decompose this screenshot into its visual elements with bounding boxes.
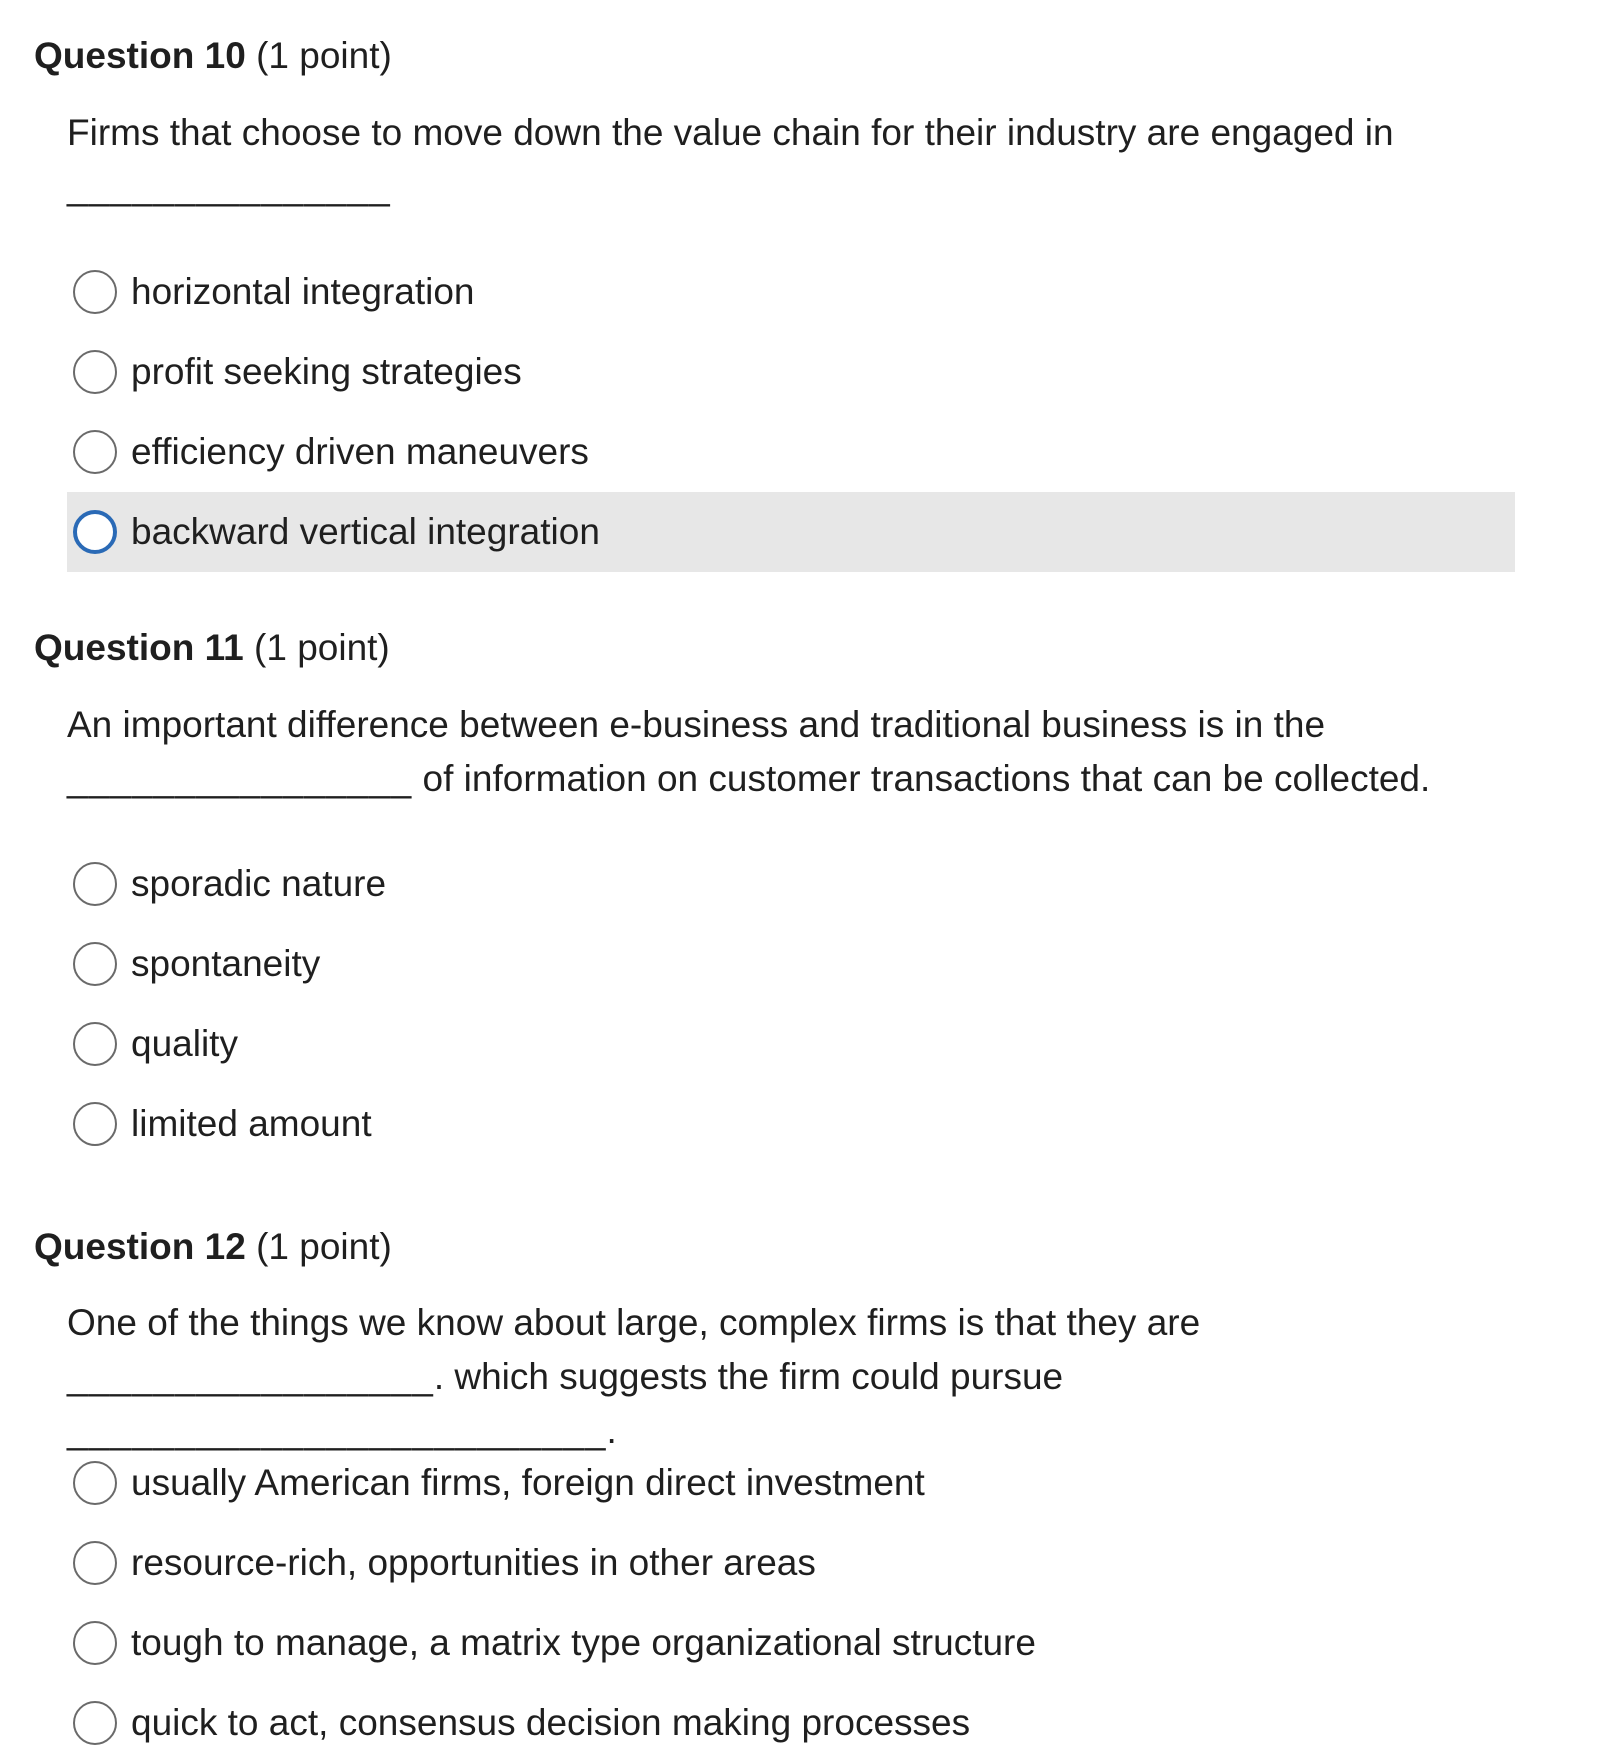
question-points: (1 point) bbox=[254, 627, 390, 668]
answer-blank: ________________ bbox=[67, 758, 413, 799]
radio-button[interactable] bbox=[73, 350, 117, 394]
question-text-end: . bbox=[606, 1410, 617, 1451]
choice-label: spontaneity bbox=[131, 943, 321, 984]
question-header bbox=[34, 1225, 392, 1269]
choice-label: efficiency driven maneuvers bbox=[131, 431, 589, 472]
radio-button[interactable] bbox=[73, 510, 117, 554]
choice-label: profit seeking strategies bbox=[131, 351, 522, 392]
question-points: (1 point) bbox=[256, 35, 392, 76]
choice-label: resource-rich, opportunities in other areas bbox=[131, 1542, 816, 1583]
question-title: Question 11 bbox=[34, 627, 244, 668]
choice-label: limited amount bbox=[131, 1103, 372, 1144]
answer-blank: _______________ bbox=[67, 166, 391, 207]
radio-button[interactable] bbox=[73, 942, 117, 986]
choice-label: quality bbox=[131, 1023, 238, 1064]
question-text-line: One of the things we know about large, complex firms is that they are bbox=[67, 1302, 1201, 1343]
choice-label: tough to manage, a matrix type organizational structure bbox=[131, 1622, 1036, 1663]
question-header bbox=[34, 626, 390, 670]
question-text-line: Firms that choose to move down the value chain for their industry are engaged in bbox=[67, 112, 1394, 153]
answer-blank-2: _________________________ bbox=[67, 1410, 607, 1451]
question-text-line bbox=[67, 752, 1487, 806]
radio-button[interactable] bbox=[73, 1701, 117, 1745]
radio-button[interactable] bbox=[73, 1461, 117, 1505]
radio-button[interactable] bbox=[73, 1541, 117, 1585]
radio-button[interactable] bbox=[73, 862, 117, 906]
choice-spontaneity[interactable] bbox=[67, 924, 1515, 1004]
question-header bbox=[34, 34, 392, 78]
radio-button[interactable] bbox=[73, 1621, 117, 1665]
choice-quick-to-act[interactable] bbox=[67, 1683, 1515, 1763]
question-text-middle: . which suggests the firm could pursue bbox=[433, 1356, 1064, 1397]
question-points: (1 point) bbox=[256, 1226, 392, 1267]
choice-efficiency-driven-maneuvers[interactable] bbox=[67, 412, 1515, 492]
choice-label: horizontal integration bbox=[131, 271, 475, 312]
radio-button[interactable] bbox=[73, 1022, 117, 1066]
choice-quality[interactable] bbox=[67, 1004, 1515, 1084]
choice-sporadic-nature[interactable] bbox=[67, 844, 1515, 924]
question-text-line: An important difference between e-business and traditional business is in the bbox=[67, 704, 1326, 745]
question-title: Question 12 bbox=[34, 1226, 246, 1267]
choice-horizontal-integration[interactable] bbox=[67, 252, 1515, 332]
question-title: Question 10 bbox=[34, 35, 246, 76]
choice-backward-vertical-integration[interactable] bbox=[67, 492, 1515, 572]
choice-label: sporadic nature bbox=[131, 863, 387, 904]
question-text-line bbox=[67, 1350, 1487, 1458]
question-text bbox=[67, 1296, 1487, 1458]
radio-button[interactable] bbox=[73, 430, 117, 474]
choice-profit-seeking-strategies[interactable] bbox=[67, 332, 1515, 412]
answer-blank-1: _________________ bbox=[67, 1356, 434, 1397]
question-text bbox=[67, 106, 1487, 214]
choice-label: usually American firms, foreign direct investment bbox=[131, 1462, 925, 1503]
question-text bbox=[67, 698, 1487, 806]
question-text-continuation: of information on customer transactions that can be collected. bbox=[412, 758, 1431, 799]
choice-tough-to-manage[interactable] bbox=[67, 1603, 1515, 1683]
radio-button[interactable] bbox=[73, 270, 117, 314]
choice-usually-american-firms[interactable] bbox=[67, 1443, 1515, 1523]
choice-label: quick to act, consensus decision making processes bbox=[131, 1702, 971, 1743]
choice-resource-rich[interactable] bbox=[67, 1523, 1515, 1603]
choice-label: backward vertical integration bbox=[131, 511, 600, 552]
choice-limited-amount[interactable] bbox=[67, 1084, 1515, 1164]
radio-button[interactable] bbox=[73, 1102, 117, 1146]
